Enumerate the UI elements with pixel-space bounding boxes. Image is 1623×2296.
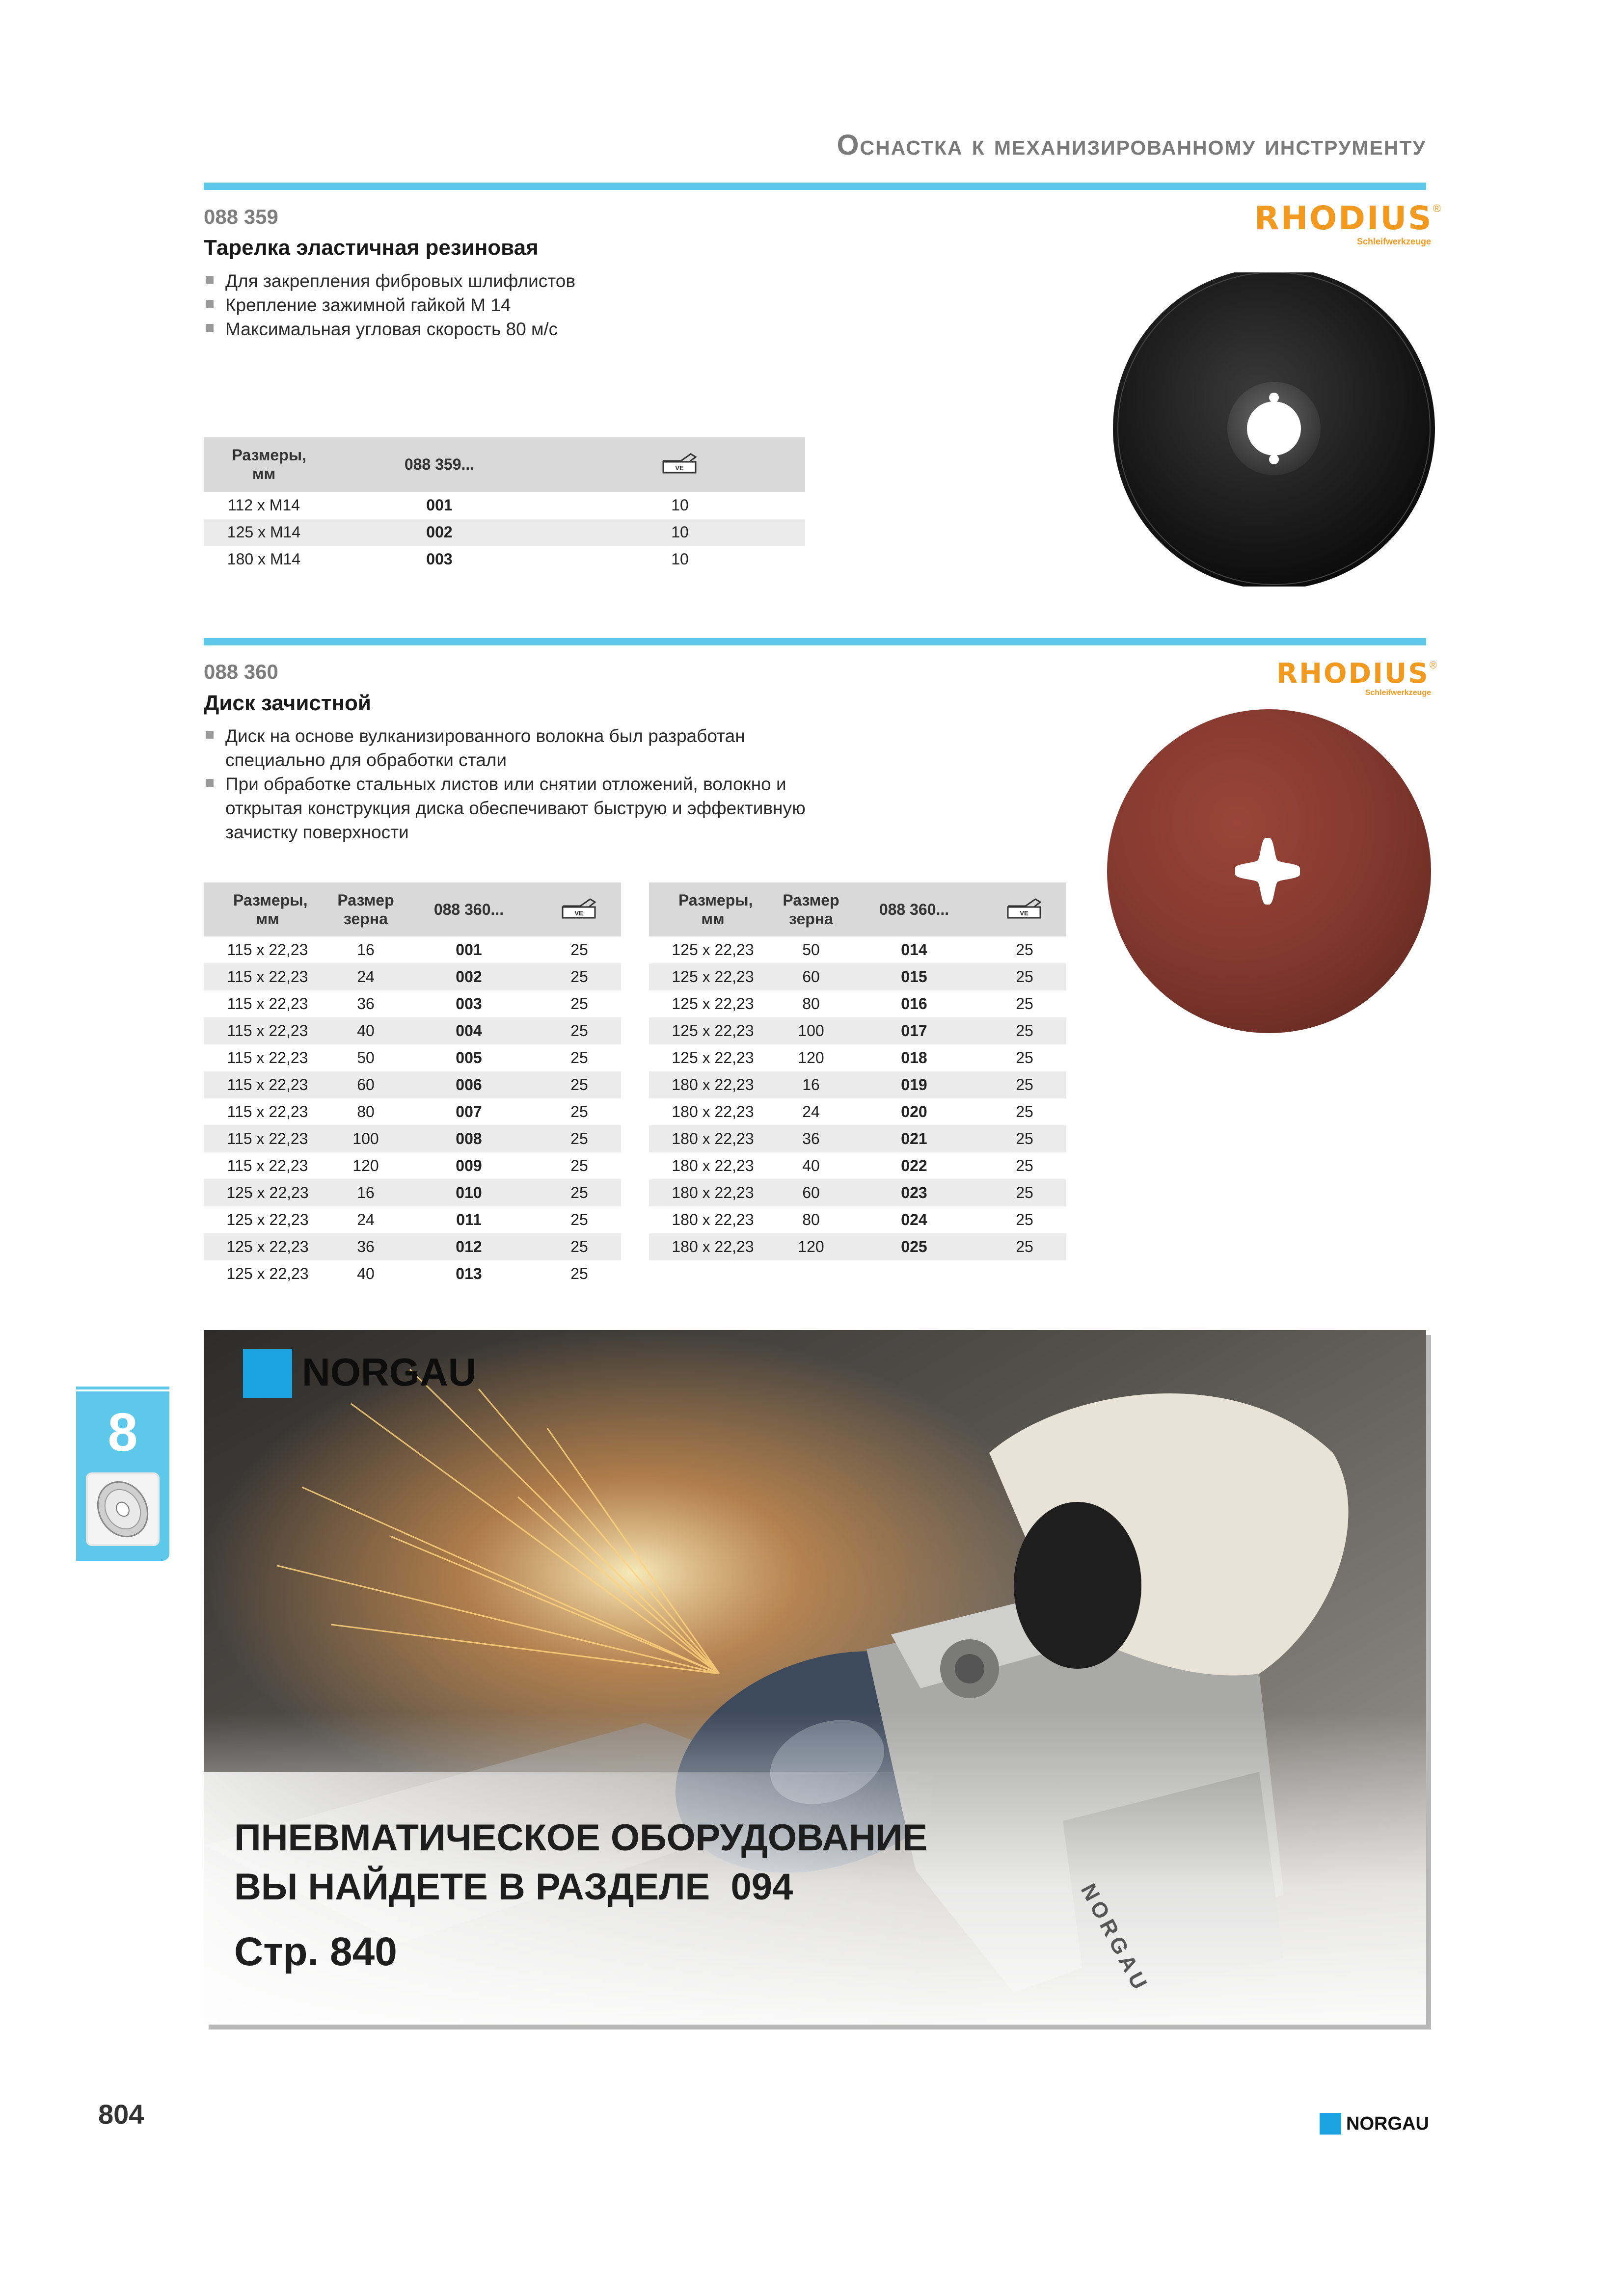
ve-label: VE [1020,909,1028,917]
cell-grit: 80 [357,1103,375,1121]
cell-size: 125 x 22,23 [672,1049,754,1067]
cell-code: 021 [845,1125,983,1152]
cell-grit: 24 [802,1103,820,1121]
cell-code: 003 [426,550,453,568]
cell-size: 180 x 22,23 [649,1125,777,1152]
cell-size: 180 x 22,23 [649,1179,777,1206]
product1-code: 088 359 [204,205,278,228]
cell-grit: 40 [802,1157,820,1175]
cell-grit: 36 [331,1233,400,1260]
cell-code: 006 [400,1071,538,1098]
ve-label: VE [574,909,583,917]
cell-code: 024 [901,1211,927,1228]
backing-pad-image [1107,272,1441,587]
table-row [649,1071,1066,1098]
cell-code: 001 [456,941,482,959]
cell-size: 115 x 22,23 [227,1049,308,1067]
cell-size: 115 x 22,23 [204,963,331,990]
cell-size: 125 x 22,23 [226,1211,309,1228]
cell-grit: 60 [777,1179,845,1206]
col-header-grit [777,882,845,936]
product1-bullets [204,269,842,341]
cell-qty: 25 [983,1179,1066,1206]
product1-table [204,437,805,573]
cell-code: 014 [901,941,927,959]
cell-grit: 24 [331,963,400,990]
table-row [204,492,805,519]
brand-tagline: Schleifwerkzeuge [1365,689,1431,697]
table-row [649,1179,1066,1206]
cell-grit: 100 [777,1017,845,1044]
bullet-square-icon [206,324,214,332]
ve-label: VE [675,464,684,472]
cell-size: 115 x 22,23 [204,1071,331,1098]
bullet-item [204,317,842,341]
cell-code: 020 [901,1103,927,1121]
cell-code: 016 [901,995,927,1013]
brand-tagline: Schleifwerkzeuge [1356,237,1431,246]
product2-table-left [204,882,621,1287]
rhodius-logo [1254,199,1441,247]
cell-size: 180 x 22,23 [672,1103,754,1121]
cell-grit: 16 [777,1071,845,1098]
bullet-item [204,724,817,772]
cell-size: 125 x 22,23 [649,963,777,990]
cell-qty: 25 [983,1071,1066,1098]
bullet-text: Для закрепления фибровых шлифлистов [225,271,576,291]
table-row [204,1125,621,1152]
banner-brand: NORGAU [302,1350,477,1394]
bullet-text: При обработке стальных листов или снятии отложений, волокно и открытая конструкция диска обеспечивают быструю и эффективную зачистку поверхности [225,774,806,842]
cell-grit: 60 [777,963,845,990]
banner-page-ref[interactable]: Стр. 840 [234,1929,397,1974]
col-header-ve [538,882,621,936]
table-row [649,1017,1066,1044]
cell-size: 180 x 22,23 [649,1233,777,1260]
cell-grit: 16 [357,941,375,959]
bullet-square-icon [206,779,214,787]
cell-code: 001 [426,496,453,514]
col-header-code: 088 360... [400,882,538,936]
header-size-text: Размеры, мм [678,891,753,928]
cell-code: 008 [400,1125,538,1152]
cell-code: 023 [845,1179,983,1206]
bullet-item [204,293,842,317]
table-row [649,936,1066,963]
cell-code: 007 [456,1103,482,1121]
cell-size: 115 x 22,23 [204,1017,331,1044]
table-row [204,1044,621,1071]
cell-grit: 100 [331,1125,400,1152]
section-rule [204,638,1426,645]
table-row [204,1098,621,1125]
cell-size: 125 x 22,23 [204,1179,331,1206]
table-row [204,546,805,573]
cell-qty: 25 [538,1125,621,1152]
cell-qty: 25 [538,963,621,990]
section-number: 8 [108,1402,138,1463]
cell-size: 112 x M14 [227,496,300,514]
cell-grit: 36 [357,995,375,1013]
tab-top-rule [76,1387,169,1389]
cell-grit: 60 [331,1071,400,1098]
cell-qty: 25 [570,995,588,1013]
cell-code: 013 [456,1265,482,1282]
packaging-unit-icon [661,450,699,475]
col-header-ve [983,882,1066,936]
cell-qty: 25 [570,1049,588,1067]
angle-grinder-photo [204,1330,1426,2025]
norgau-logo-square [243,1349,292,1398]
header-size-text: Размеры, мм [232,446,306,482]
cell-grit: 120 [352,1157,379,1175]
table-row [204,1179,621,1206]
col-header-size [204,882,331,936]
table-row [649,1152,1066,1179]
product2-bullets [204,724,817,844]
brand-registered: ® [1433,202,1441,214]
cell-qty: 25 [570,1265,588,1282]
section-icon [86,1472,160,1546]
table-row [204,1152,621,1179]
cell-qty: 25 [1016,995,1033,1013]
table-row [204,1017,621,1044]
cell-qty: 25 [570,1103,588,1121]
cell-qty: 25 [570,1211,588,1228]
col-header-size [204,437,324,492]
footer-brand: NORGAU [1346,2113,1429,2134]
table-row [649,963,1066,990]
cell-grit: 16 [331,1179,400,1206]
header-grit-text: Размер зерна [783,891,839,928]
cell-size: 125 x M14 [204,519,324,546]
cell-qty: 25 [1016,1103,1033,1121]
cell-qty: 10 [555,519,805,546]
cell-code: 009 [456,1157,482,1175]
cell-grit: 40 [331,1017,400,1044]
header-rule [204,183,1426,190]
product1-title: Тарелка эластичная резиновая [204,236,539,260]
table-row [649,1206,1066,1233]
table-row [649,1125,1066,1152]
cell-code: 002 [400,963,538,990]
cell-grit: 40 [357,1265,375,1282]
cell-size: 125 x 22,23 [672,995,754,1013]
cell-size: 180 x 22,23 [672,1211,754,1228]
cell-size: 115 x 22,23 [227,941,308,959]
brand-name: RHODIUS [1254,199,1433,237]
cell-qty: 25 [983,1233,1066,1260]
cell-grit: 50 [357,1049,375,1067]
table-row [204,990,621,1017]
brand-name: RHODIUS [1276,658,1430,690]
cell-grit: 36 [777,1125,845,1152]
cell-qty: 25 [1016,1049,1033,1067]
cell-qty: 25 [983,1125,1066,1152]
bullet-item [204,269,842,293]
col-header-grit [331,882,400,936]
cell-grit: 50 [802,941,820,959]
bullet-square-icon [206,731,214,739]
promo-banner[interactable] [204,1330,1426,2025]
banner-line1: ПНЕВМАТИЧЕСКОЕ ОБОРУДОВАНИЕ [234,1817,928,1859]
footer-norgau-square [1320,2113,1341,2135]
brand-registered: ® [1429,660,1437,671]
cell-qty: 25 [1016,941,1033,959]
packaging-unit-icon [561,895,598,920]
rhodius-logo [1276,658,1437,697]
cell-code: 005 [456,1049,482,1067]
bullet-text: Диск на основе вулканизированного волокна был разработан специально для обработки стали [225,726,745,770]
banner-line2: ВЫ НАЙДЕТЕ В РАЗДЕЛЕ 094 [234,1866,793,1908]
cell-qty: 25 [1016,1157,1033,1175]
cell-size: 115 x 22,23 [227,1103,308,1121]
bullet-square-icon [206,276,214,284]
table-row [649,1233,1066,1260]
grinding-disc-icon [88,1474,158,1544]
cell-size: 125 x 22,23 [226,1265,309,1282]
col-header-size [649,882,777,936]
cell-code: 025 [845,1233,983,1260]
table-row [649,1098,1066,1125]
cell-qty: 25 [538,1017,621,1044]
cell-size: 115 x 22,23 [227,995,308,1013]
col-header-code: 088 360... [845,882,983,936]
cell-qty: 25 [983,963,1066,990]
cell-size: 115 x 22,23 [204,1125,331,1152]
page-header: Оснастка к механизированному инструменту [837,129,1426,161]
tool-brand-label: NORGAU [1076,1880,1154,1997]
table-row [204,1233,621,1260]
cell-qty: 10 [671,496,689,514]
cell-qty: 25 [538,1233,621,1260]
cell-code: 017 [845,1017,983,1044]
cell-code: 002 [324,519,555,546]
cell-size: 180 x 22,23 [649,1071,777,1098]
cell-grit: 120 [798,1049,824,1067]
cell-qty: 25 [570,1157,588,1175]
page-number: 804 [98,2099,144,2130]
cell-code: 012 [400,1233,538,1260]
cell-qty: 25 [538,1071,621,1098]
header-size-text: Размеры, мм [233,891,308,928]
cell-size: 125 x 22,23 [204,1233,331,1260]
cell-qty: 25 [538,1179,621,1206]
cell-qty: 10 [671,550,689,568]
cell-qty: 25 [1016,1211,1033,1228]
cell-code: 015 [845,963,983,990]
cell-code: 018 [901,1049,927,1067]
cell-size: 180 x 22,23 [672,1157,754,1175]
table-row [204,963,621,990]
col-header-code: 088 359... [324,437,555,492]
bullet-text: Максимальная угловая скорость 80 м/с [225,319,558,339]
bullet-square-icon [206,300,214,308]
header-grit-text: Размер зерна [337,891,394,928]
packaging-unit-icon [1006,895,1043,920]
cell-grit: 120 [777,1233,845,1260]
cell-code: 022 [901,1157,927,1175]
bullet-item [204,772,817,844]
col-header-ve [555,437,805,492]
table-row [649,1044,1066,1071]
product2-title: Диск зачистной [204,691,371,715]
table-row [649,990,1066,1017]
table-row [204,1206,621,1233]
cell-grit: 80 [802,995,820,1013]
table-row [204,1071,621,1098]
cell-code: 003 [456,995,482,1013]
cell-qty: 25 [570,941,588,959]
cell-size: 125 x 22,23 [672,941,754,959]
cell-grit: 24 [357,1211,375,1228]
product2-code: 088 360 [204,660,278,683]
cell-code: 019 [845,1071,983,1098]
table-row [204,1260,621,1287]
cell-code: 010 [400,1179,538,1206]
fibre-disc-image [1100,709,1438,1038]
cell-size: 125 x 22,23 [649,1017,777,1044]
cell-code: 004 [400,1017,538,1044]
cell-qty: 25 [983,1017,1066,1044]
cell-size: 115 x 22,23 [227,1157,308,1175]
table-row [204,936,621,963]
table-row [204,519,805,546]
cell-code: 011 [456,1211,482,1228]
bullet-text: Крепление зажимной гайкой М 14 [225,295,511,315]
product2-table-right [649,882,1066,1260]
cell-size: 180 x M14 [227,550,301,568]
cell-grit: 80 [802,1211,820,1228]
